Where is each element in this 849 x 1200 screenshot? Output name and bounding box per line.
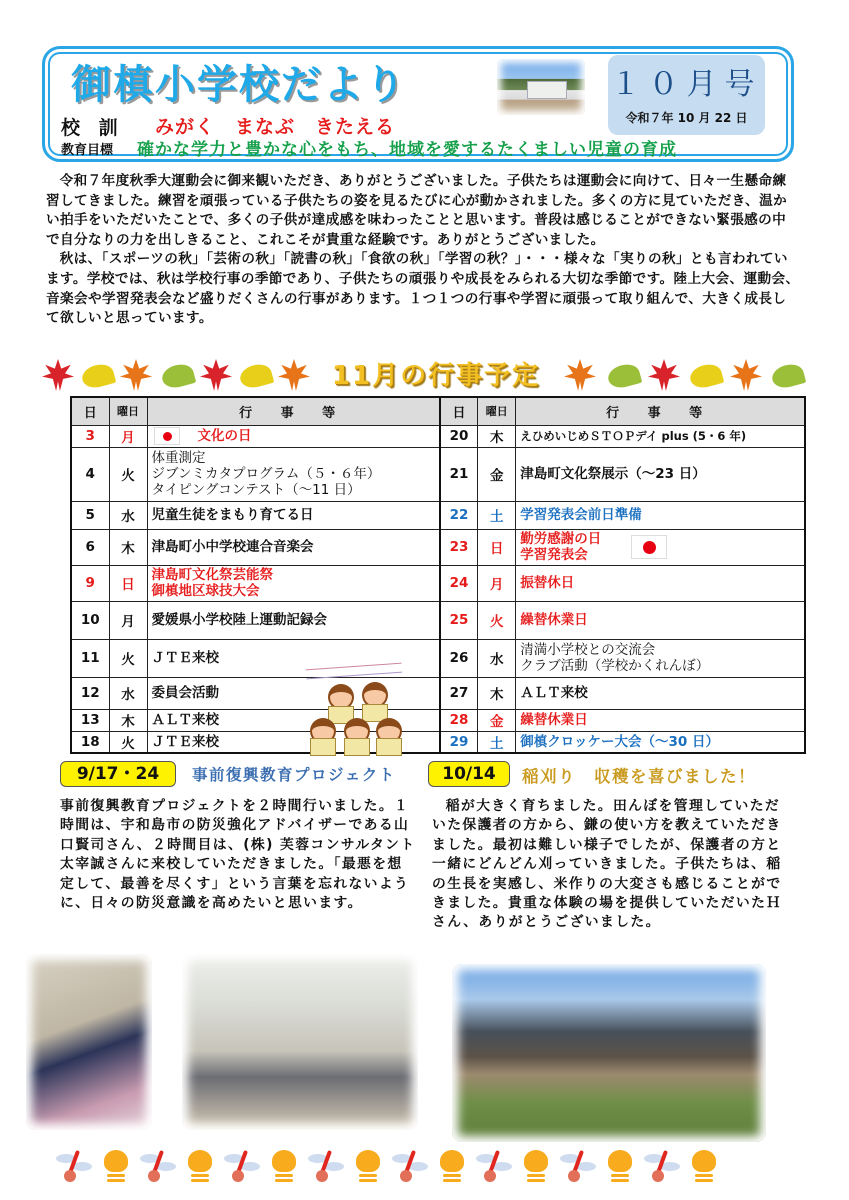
dragonfly-icon [224, 1150, 260, 1184]
weekday-cell: 木 [109, 709, 147, 731]
day-cell: 22 [440, 501, 478, 529]
event-cell: 勤労感謝の日 学習発表会 [516, 529, 805, 565]
day-cell: 9 [71, 565, 109, 601]
day-cell: 23 [440, 529, 478, 565]
day-cell: 6 [71, 529, 109, 565]
section-body: 事前復興教育プロジェクトを２時間行いました。１時間は、宇和島市の防災強化アドバイザーである山口賢司さん、２時間目は、(株) 芙蓉コンサルタント太宰誠さんに来校していただきました。「最悪を想定して、最善を尽くす」という言葉を忘れないように、日々の防災意識を高めたいと思います。 [60, 798, 416, 912]
weekday-cell: 日 [478, 529, 516, 565]
lantern-icon [692, 1150, 716, 1184]
day-cell: 28 [440, 709, 478, 731]
weekday-cell: 水 [109, 677, 147, 709]
date-badge: 9/17・24 [60, 761, 176, 787]
col-header-weekday: 曜日 [109, 397, 147, 425]
maple-leaf-icon [200, 359, 232, 391]
col-header-weekday: 曜日 [478, 397, 516, 425]
table-row [71, 709, 805, 731]
maple-leaf-icon [564, 359, 596, 391]
table-row [71, 425, 805, 447]
maple-leaf-icon [278, 359, 310, 391]
disaster-class-photo-1 [26, 954, 152, 1130]
ginkgo-leaf-icon [770, 361, 807, 391]
weekday-cell: 火 [109, 639, 147, 677]
col-header-event: 行 事 等 [516, 397, 805, 425]
newsletter-header [42, 46, 794, 162]
day-cell: 4 [71, 447, 109, 501]
schedule-title: 11月の行事予定 [331, 361, 541, 391]
maple-leaf-icon [120, 359, 152, 391]
table-header-row [71, 397, 805, 425]
day-cell: 21 [440, 447, 478, 501]
maple-leaf-icon [648, 359, 680, 391]
lantern-icon [524, 1150, 548, 1184]
event-cell: ＪＴＥ来校 [147, 731, 440, 753]
col-header-event: 行 事 等 [147, 397, 440, 425]
newsletter-title: 御槙小学校だより [71, 62, 407, 108]
lantern-icon [608, 1150, 632, 1184]
education-goal: 確かな学力と豊かな心をもち、地域を愛するたくましい児童の育成 [137, 140, 677, 160]
day-cell: 13 [71, 709, 109, 731]
motto-label: 校 訓 [61, 117, 124, 139]
event-cell: 繰替休業日 [516, 709, 805, 731]
table-row [71, 639, 805, 677]
col-header-day: 日 [71, 397, 109, 425]
footer-decoration [56, 1150, 796, 1186]
day-cell: 20 [440, 425, 478, 447]
weekday-cell: 木 [478, 425, 516, 447]
section-title: 稲刈り 収穫を喜びました！ [522, 767, 756, 786]
weekday-cell: 水 [109, 501, 147, 529]
issue-date: 令和７年 10 月 22 日 [625, 111, 748, 125]
event-cell: 津島町文化祭展示（～23 日） [516, 447, 805, 501]
day-cell: 12 [71, 677, 109, 709]
day-cell: 26 [440, 639, 478, 677]
weekday-cell: 土 [478, 501, 516, 529]
maple-leaf-icon [730, 359, 762, 391]
event-cell: えひめいじめＳＴＯＰデイ plus (5・6 年) [516, 425, 805, 447]
col-header-day: 日 [440, 397, 478, 425]
table-row [71, 601, 805, 639]
weekday-cell: 月 [109, 425, 147, 447]
table-row [71, 501, 805, 529]
day-cell: 3 [71, 425, 109, 447]
lantern-icon [104, 1150, 128, 1184]
disaster-class-photo-2 [182, 954, 418, 1130]
weekday-cell: 火 [109, 731, 147, 753]
dragonfly-icon [644, 1150, 680, 1184]
lantern-icon [188, 1150, 212, 1184]
day-cell: 29 [440, 731, 478, 753]
event-cell: 委員会活動 [147, 677, 440, 709]
intro-text [46, 172, 800, 329]
goal-label: 教育目標 [61, 143, 114, 158]
ginkgo-leaf-icon [606, 361, 643, 391]
table-row [71, 529, 805, 565]
event-cell: 学習発表会前日準備 [516, 501, 805, 529]
lantern-icon [272, 1150, 296, 1184]
rice-harvest-group-photo [452, 964, 766, 1142]
day-cell: 11 [71, 639, 109, 677]
section-title: 事前復興教育プロジェクト [192, 766, 396, 784]
day-cell: 10 [71, 601, 109, 639]
weekday-cell: 木 [478, 677, 516, 709]
event-cell: ＡＬＴ来校 [516, 677, 805, 709]
lantern-icon [356, 1150, 380, 1184]
event-cell: 文化の日 [147, 425, 440, 447]
ginkgo-leaf-icon [80, 361, 117, 391]
event-cell: 体重測定 ジブンミカタプログラム（５・６年） タイピングコンテスト（～11 日） [147, 447, 440, 501]
weekday-cell: 火 [109, 447, 147, 501]
section-body: 稲が大きく育ちました。田んぼを管理していただいた保護者の方から、鎌の使い方を教えていただきました。最初は難しい様子でしたが、保護者の方と一緒にどんどん刈っていきました。子供たちは、稲の生長を実感し、米作りの大変さも感じることができました。貴重な体験の場を提供していただいたＨさん、ありがとうございました。 [432, 798, 782, 931]
ginkgo-leaf-icon [160, 361, 197, 391]
dragonfly-icon [560, 1150, 596, 1184]
day-cell: 24 [440, 565, 478, 601]
weekday-cell: 木 [109, 529, 147, 565]
japan-flag-icon [154, 427, 180, 445]
japan-flag-icon [631, 535, 667, 559]
ginkgo-leaf-icon [238, 361, 275, 391]
weekday-cell: 月 [478, 565, 516, 601]
event-cell: 津島町文化祭芸能祭 御槙地区球技大会 [147, 565, 440, 601]
choir-children-illustration [306, 666, 406, 758]
date-badge: 10/14 [428, 761, 510, 787]
event-cell: 津島町小中学校連合音楽会 [147, 529, 440, 565]
weekday-cell: 金 [478, 709, 516, 731]
intro-paragraph: 秋は、「スポーツの秋」「芸術の秋」「読書の秋」「食欲の秋」「学習の秋？」・・・様々な「実りの秋」とも言われています。学校では、秋は学校行事の季節であり、子供たちの頑張りや成長をみられる大切な季節です。陸上大会、運動会、音楽会や学習発表会など盛りだくさんの行事があります。１つ１つの行事や学習に頑張って取り組んで、大きく成長して欲しいと思っています。 [46, 251, 800, 327]
day-cell: 18 [71, 731, 109, 753]
weekday-cell: 火 [478, 601, 516, 639]
maple-leaf-icon [42, 359, 74, 391]
schedule-table [70, 396, 806, 754]
issue-box [608, 55, 765, 135]
schedule-banner [40, 357, 810, 393]
event-cell: 振替休日 [516, 565, 805, 601]
weekday-cell: 金 [478, 447, 516, 501]
school-motto: みがく まなぶ きたえる [155, 116, 396, 138]
issue-number: １０月号 [610, 67, 763, 102]
event-cell: 清満小学校との交流会 クラブ活動（学校かくれんぼ） [516, 639, 805, 677]
lantern-icon [440, 1150, 464, 1184]
weekday-cell: 日 [109, 565, 147, 601]
table-row [71, 565, 805, 601]
event-cell: ＡＬＴ来校 [147, 709, 440, 731]
table-row [71, 447, 805, 501]
dragonfly-icon [308, 1150, 344, 1184]
event-cell: 御槙クロッケー大会（～30 日） [516, 731, 805, 753]
dragonfly-icon [140, 1150, 176, 1184]
table-row [71, 677, 805, 709]
event-cell: 愛媛県小学校陸上運動記録会 [147, 601, 440, 639]
day-cell: 27 [440, 677, 478, 709]
dragonfly-icon [476, 1150, 512, 1184]
weekday-cell: 月 [109, 601, 147, 639]
table-row [71, 731, 805, 753]
event-cell: 児童生徒をまもり育てる日 [147, 501, 440, 529]
ginkgo-leaf-icon [688, 361, 725, 391]
event-cell: 繰替休業日 [516, 601, 805, 639]
school-building-photo [497, 59, 585, 115]
day-cell: 25 [440, 601, 478, 639]
day-cell: 5 [71, 501, 109, 529]
dragonfly-icon [56, 1150, 92, 1184]
weekday-cell: 土 [478, 731, 516, 753]
intro-paragraph: 令和７年度秋季大運動会に御来観いただき、ありがとうございました。子供たちは運動会に向けて、日々一生懸命練習してきました。練習を頑張っている子供たちの姿を見るたびに心が動かされました。多くの方に見ていただき、温かい拍手をいただいたことで、多くの子供が達成感を味わったことと思います。普段は感じることができない緊張感の中で自分なりの力を出しきること、これこそが貴重な経験です。ありがとうございました。 [46, 173, 788, 248]
weekday-cell: 水 [478, 639, 516, 677]
event-cell: ＪＴＥ来校 [147, 639, 440, 677]
dragonfly-icon [392, 1150, 428, 1184]
